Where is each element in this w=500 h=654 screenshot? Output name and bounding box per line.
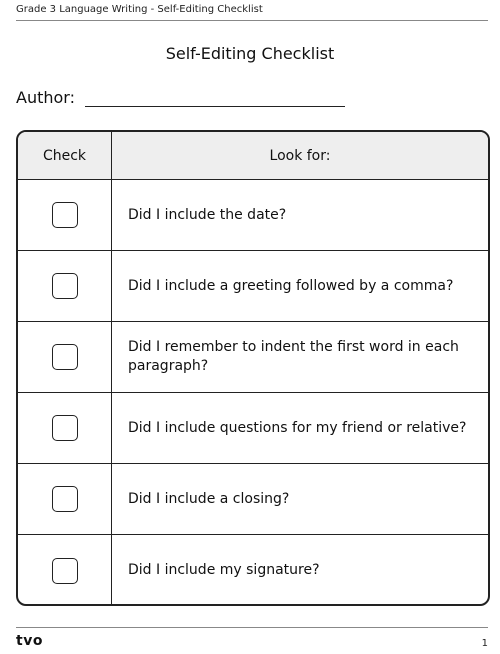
footer-divider bbox=[16, 627, 488, 628]
table-row bbox=[18, 180, 488, 251]
checklist-item-text: Did I include questions for my friend or relative? bbox=[128, 419, 467, 436]
table-row bbox=[18, 535, 488, 606]
checklist-table bbox=[16, 130, 490, 606]
page-title: Self-Editing Checklist bbox=[165, 44, 335, 63]
author-input-line[interactable] bbox=[85, 92, 345, 107]
brand-logo: tvo bbox=[16, 633, 43, 649]
check-cell bbox=[18, 464, 112, 534]
checkbox[interactable] bbox=[52, 202, 78, 228]
author-label: Author: bbox=[16, 88, 75, 107]
checkbox[interactable] bbox=[52, 273, 78, 299]
checkbox[interactable] bbox=[52, 558, 78, 584]
checklist-item-text: Did I include a greeting followed by a comma? bbox=[128, 277, 454, 294]
column-header-check: Check bbox=[18, 132, 112, 179]
check-cell bbox=[18, 180, 112, 250]
table-row bbox=[18, 393, 488, 464]
check-cell bbox=[18, 535, 112, 606]
checklist-item-text: Did I remember to indent the first word in each paragraph? bbox=[128, 339, 459, 374]
check-cell bbox=[18, 251, 112, 321]
checkbox[interactable] bbox=[52, 486, 78, 512]
checklist-item-text: Did I include a closing? bbox=[128, 490, 290, 507]
checkbox[interactable] bbox=[52, 415, 78, 441]
author-row bbox=[16, 88, 345, 107]
header-divider bbox=[16, 20, 488, 21]
table-row bbox=[18, 251, 488, 322]
check-cell bbox=[18, 393, 112, 463]
page-header: Grade 3 Language Writing - Self-Editing Checklist bbox=[16, 4, 263, 15]
table-row bbox=[18, 464, 488, 535]
table-row bbox=[18, 322, 488, 393]
table-header-row bbox=[18, 132, 488, 180]
check-cell bbox=[18, 322, 112, 392]
page-number: 1 bbox=[481, 638, 488, 649]
checkbox[interactable] bbox=[52, 344, 78, 370]
column-header-look-for: Look for: bbox=[269, 147, 331, 164]
checklist-item-text: Did I include the date? bbox=[128, 206, 287, 223]
checklist-item-text: Did I include my signature? bbox=[128, 562, 320, 578]
